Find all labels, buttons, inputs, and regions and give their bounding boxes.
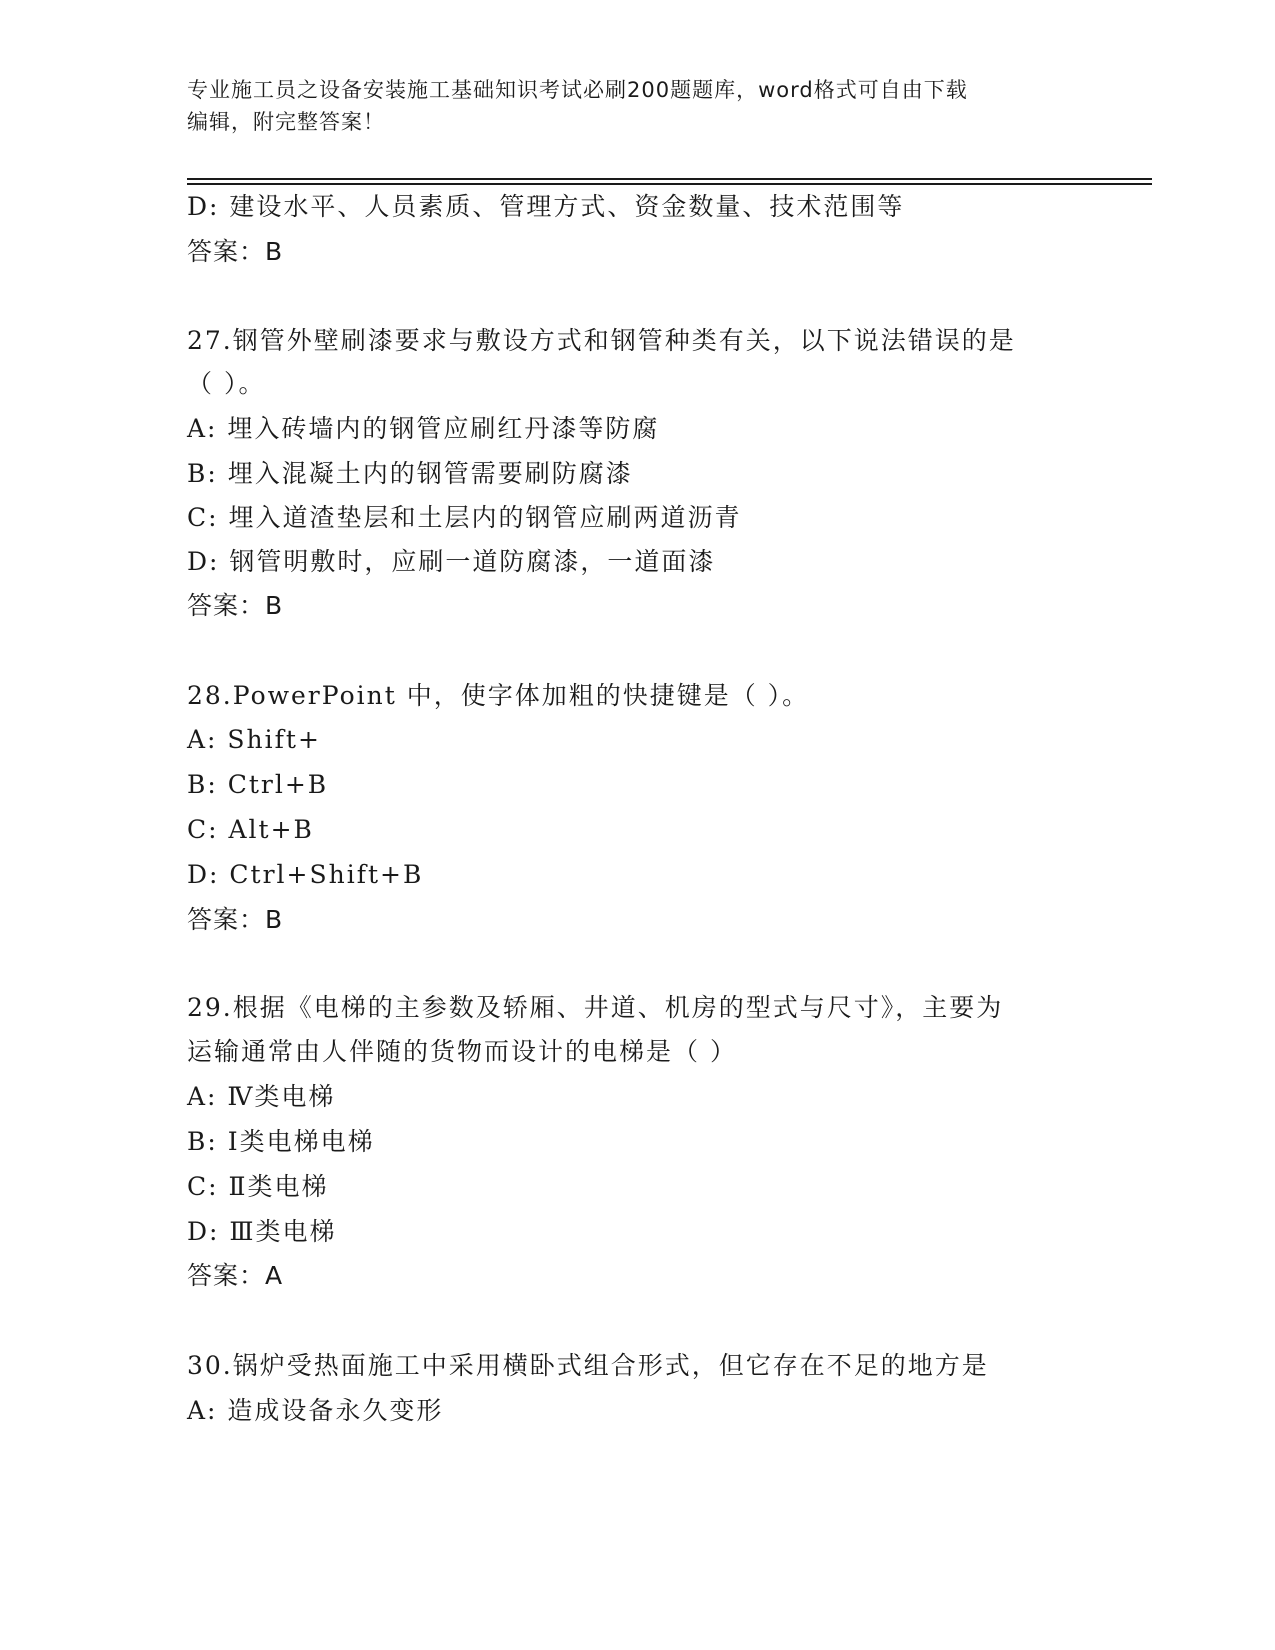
header-divider-top [187, 178, 1152, 180]
q29-option-b: B: Ⅰ类电梯电梯 [187, 1127, 375, 1156]
q30-stem: 30.锅炉受热面施工中采用横卧式组合形式，但它存在不足的地方是 [187, 1351, 989, 1380]
q27-stem-line-2: （ ）。 [187, 369, 266, 398]
document-header [187, 74, 1087, 138]
q29-option-d: D: Ⅲ类电梯 [187, 1217, 337, 1246]
q28-option-d: D: Ctrl+Shift+B [187, 860, 424, 889]
q27-answer: 答案：B [187, 591, 284, 620]
header-title-line-1: 专业施工员之设备安装施工基础知识考试必刷200题题库，word格式可自由下载 [187, 78, 968, 102]
prev-option-d: D: 建设水平、人员素质、管理方式、资金数量、技术范围等 [187, 192, 905, 221]
q29-option-c: C: Ⅱ类电梯 [187, 1172, 329, 1201]
q27-option-c: C: 埋入道渣垫层和土层内的钢管应刷两道沥青 [187, 503, 742, 532]
prev-answer: 答案：B [187, 237, 284, 266]
q29-answer: 答案：A [187, 1261, 284, 1290]
q29-stem-line-2: 运输通常由人伴随的货物而设计的电梯是（ ） [187, 1037, 737, 1066]
q28-option-b: B: Ctrl+B [187, 770, 329, 799]
q28-option-c: C: Alt+B [187, 815, 314, 844]
header-title-line-2: 编辑，附完整答案！ [187, 110, 385, 134]
q27-option-d: D: 钢管明敷时，应刷一道防腐漆，一道面漆 [187, 547, 716, 576]
q28-stem: 28.PowerPoint 中，使字体加粗的快捷键是（ ）。 [187, 681, 810, 710]
q27-option-b: B: 埋入混凝土内的钢管需要刷防腐漆 [187, 459, 633, 488]
q29-stem-line-1: 29.根据《电梯的主参数及轿厢、井道、机房的型式与尺寸》，主要为 [187, 993, 1004, 1022]
header-divider-bottom [187, 183, 1152, 185]
q27-option-a: A: 埋入砖墙内的钢管应刷红丹漆等防腐 [187, 414, 660, 443]
q29-option-a: A: Ⅳ类电梯 [187, 1082, 336, 1111]
q28-option-a: A: Shift+ [187, 725, 321, 754]
q28-answer: 答案：B [187, 905, 284, 934]
q27-stem-line-1: 27.钢管外壁刷漆要求与敷设方式和钢管种类有关，以下说法错误的是 [187, 326, 1016, 355]
q30-option-a: A: 造成设备永久变形 [187, 1396, 444, 1425]
